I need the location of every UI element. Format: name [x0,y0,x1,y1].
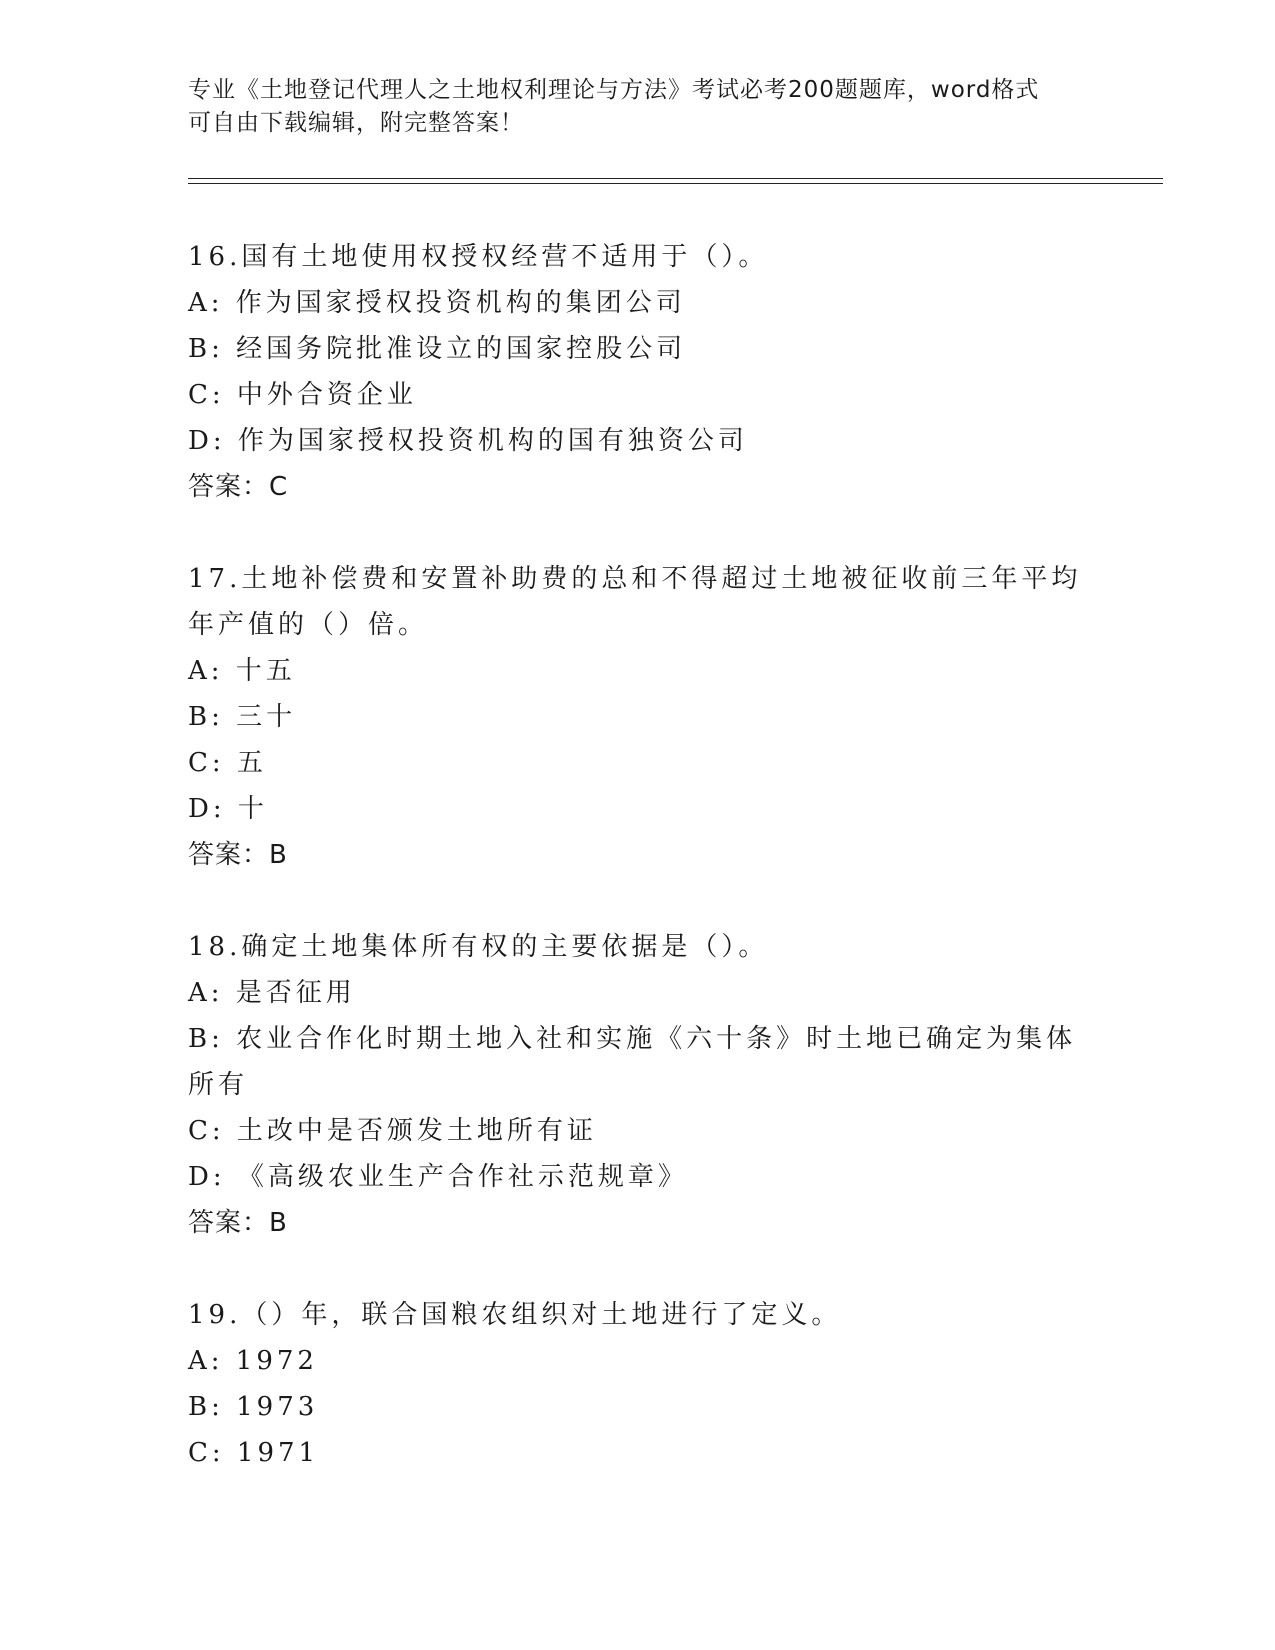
header-line-2: 可自由下载编辑，附完整答案！ [188,110,524,136]
option-a: A: 十五 [188,656,296,686]
document-header [188,74,1068,140]
option-d: D: 《高级农业生产合作社示范规章》 [188,1162,688,1192]
question-stem: 16.国有土地使用权授权经营不适用于（）。 [188,242,769,272]
question-17 [188,556,1088,878]
option-b: B: 1973 [188,1392,319,1422]
question-stem: 18.确定土地集体所有权的主要依据是（）。 [188,932,769,962]
header-rule-top [188,178,1163,179]
answer: 答案：B [188,840,288,870]
header-rule-bottom [188,183,1163,184]
question-16 [188,234,1088,510]
option-c: C: 1971 [188,1438,320,1468]
option-d: D: 十 [188,794,268,824]
option-c: C: 五 [188,748,267,778]
question-19 [188,1292,1088,1476]
answer: 答案：B [188,1208,288,1238]
header-line-1: 专业《土地登记代理人之土地权利理论与方法》考试必考200题题库，word格式 [188,77,1040,103]
answer: 答案：C [188,472,289,502]
option-c: C: 土改中是否颁发土地所有证 [188,1116,597,1146]
option-a: A: 1972 [188,1346,318,1376]
option-c: C: 中外合资企业 [188,380,417,410]
option-a: A: 是否征用 [188,978,356,1008]
option-b: B: 农业合作化时期土地入社和实施《六十条》时土地已确定为集体所有 [188,1024,1077,1100]
question-stem: 19.（）年，联合国粮农组织对土地进行了定义。 [188,1300,842,1330]
option-b: B: 经国务院批准设立的国家控股公司 [188,334,687,364]
option-d: D: 作为国家授权投资机构的国有独资公司 [188,426,748,456]
option-b: B: 三十 [188,702,297,732]
question-list [188,234,1088,1522]
question-stem: 17.土地补偿费和安置补助费的总和不得超过土地被征收前三年平均年产值的（）倍。 [188,564,1082,640]
question-18 [188,924,1088,1246]
option-a: A: 作为国家授权投资机构的集团公司 [188,288,686,318]
